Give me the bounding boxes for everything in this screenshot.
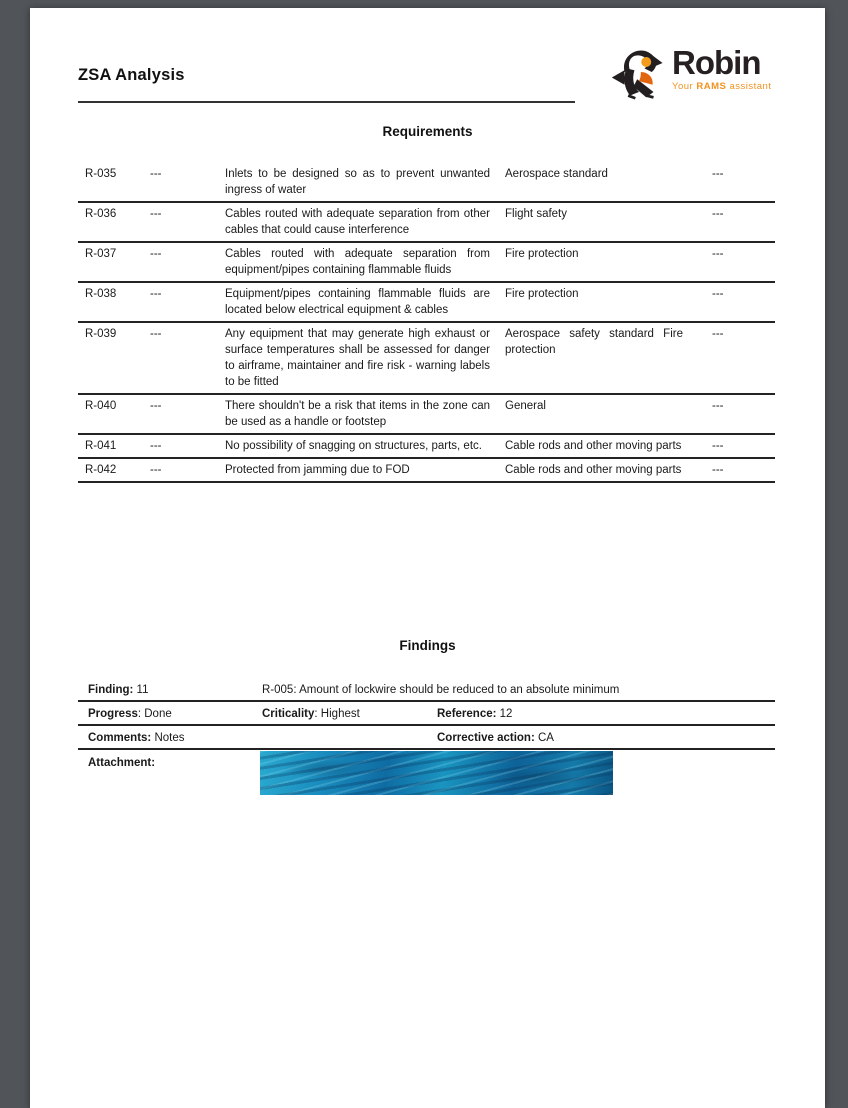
criticality-value: : Highest [314, 708, 360, 720]
corrective-action-value: CA [534, 732, 554, 744]
requirement-dash: --- [150, 168, 162, 180]
progress-value: : Done [137, 708, 172, 720]
requirement-row [78, 163, 775, 203]
requirement-row [78, 395, 775, 435]
attachment-water-photo [260, 751, 613, 795]
requirement-dash: --- [150, 288, 162, 300]
requirement-row [78, 459, 775, 483]
requirement-ref-dash: --- [712, 168, 724, 180]
attachment-label: Attachment: [88, 757, 156, 769]
finding-description: R-005: Amount of lockwire should be reduced to an absolute minimum [262, 684, 620, 696]
reference-value: 12 [496, 708, 513, 720]
finding-attachment-row [78, 750, 775, 795]
logo-tagline: Your RAMS assistant [672, 81, 772, 92]
finding-label: Finding: [88, 684, 134, 696]
document-page [30, 8, 825, 1108]
requirement-category: Aerospace standard [505, 168, 608, 180]
criticality-label: Criticality [262, 708, 315, 720]
requirement-id: R-040 [85, 400, 117, 412]
findings-table [78, 678, 775, 795]
attachment-cell [78, 750, 252, 771]
finding-comments-row [78, 726, 775, 750]
robin-bird-icon [610, 44, 668, 105]
title-underline [78, 101, 575, 103]
requirement-description: There shouldn't be a risk that items in the zone can be used as a handle or footstep [225, 400, 490, 428]
robin-logo [610, 44, 780, 105]
requirement-id: R-041 [85, 440, 117, 452]
requirement-id: R-036 [85, 208, 117, 220]
findings-heading: Findings [399, 638, 456, 653]
requirement-category: Fire protection [505, 288, 579, 300]
requirement-row [78, 243, 775, 283]
requirement-description: Cables routed with adequate separation from other cables that could cause interference [225, 208, 490, 236]
comments-label: Comments: [88, 732, 152, 744]
requirement-category: Fire protection [505, 248, 579, 260]
requirement-description: Any equipment that may generate high exhaust or surface temperatures shall be assessed for danger to airframe, maintainer and fire risk - warning labels to be fitted [225, 328, 490, 388]
comments-value: Notes [151, 732, 185, 744]
requirement-description: Equipment/pipes containing flammable fluids are located below electrical equipment & cables [225, 288, 490, 316]
corrective-action-cell [427, 731, 775, 746]
logo-text-block [672, 46, 771, 92]
requirement-row [78, 435, 775, 459]
requirement-id: R-038 [85, 288, 117, 300]
requirement-dash: --- [150, 400, 162, 412]
requirement-row [78, 323, 775, 395]
requirement-dash: --- [150, 464, 162, 476]
requirement-dash: --- [150, 208, 162, 220]
finding-id-row [78, 678, 775, 702]
page-title: ZSA Analysis [78, 66, 185, 84]
comments-cell [78, 731, 427, 746]
requirement-id: R-039 [85, 328, 117, 340]
requirement-category: Cable rods and other moving parts [505, 464, 682, 476]
requirement-row [78, 283, 775, 323]
requirement-ref-dash: --- [712, 440, 724, 452]
requirement-dash: --- [150, 248, 162, 260]
finding-id-cell [78, 683, 252, 698]
requirement-description: Protected from jamming due to FOD [225, 464, 410, 476]
requirement-dash: --- [150, 328, 162, 340]
reference-cell [427, 707, 775, 722]
requirement-id: R-037 [85, 248, 117, 260]
requirement-category: Flight safety [505, 208, 567, 220]
logo-wordmark: Robin [672, 44, 761, 81]
requirement-ref-dash: --- [712, 208, 724, 220]
requirement-dash: --- [150, 440, 162, 452]
requirement-ref-dash: --- [712, 248, 724, 260]
reference-label: Reference: [437, 708, 497, 720]
requirements-heading: Requirements [382, 124, 473, 139]
finding-status-row [78, 702, 775, 726]
requirement-category: General [505, 400, 546, 412]
requirement-description: Cables routed with adequate separation from equipment/pipes containing flammable fluids [225, 248, 490, 276]
finding-value: 11 [133, 684, 149, 696]
requirement-ref-dash: --- [712, 464, 724, 476]
requirement-category: Aerospace safety standard Fire protection [505, 328, 683, 356]
progress-label: Progress [88, 708, 138, 720]
requirement-category: Cable rods and other moving parts [505, 440, 682, 452]
requirement-ref-dash: --- [712, 328, 724, 340]
corrective-action-label: Corrective action: [437, 732, 535, 744]
criticality-cell [252, 707, 427, 722]
progress-cell [78, 707, 252, 722]
requirement-description: Inlets to be designed so as to prevent unwanted ingress of water [225, 168, 490, 196]
requirement-id: R-042 [85, 464, 117, 476]
requirement-row [78, 203, 775, 243]
requirement-id: R-035 [85, 168, 117, 180]
requirements-table [78, 163, 775, 483]
requirement-description: No possibility of snagging on structures, parts, etc. [225, 440, 482, 452]
requirement-ref-dash: --- [712, 400, 724, 412]
requirement-ref-dash: --- [712, 288, 724, 300]
